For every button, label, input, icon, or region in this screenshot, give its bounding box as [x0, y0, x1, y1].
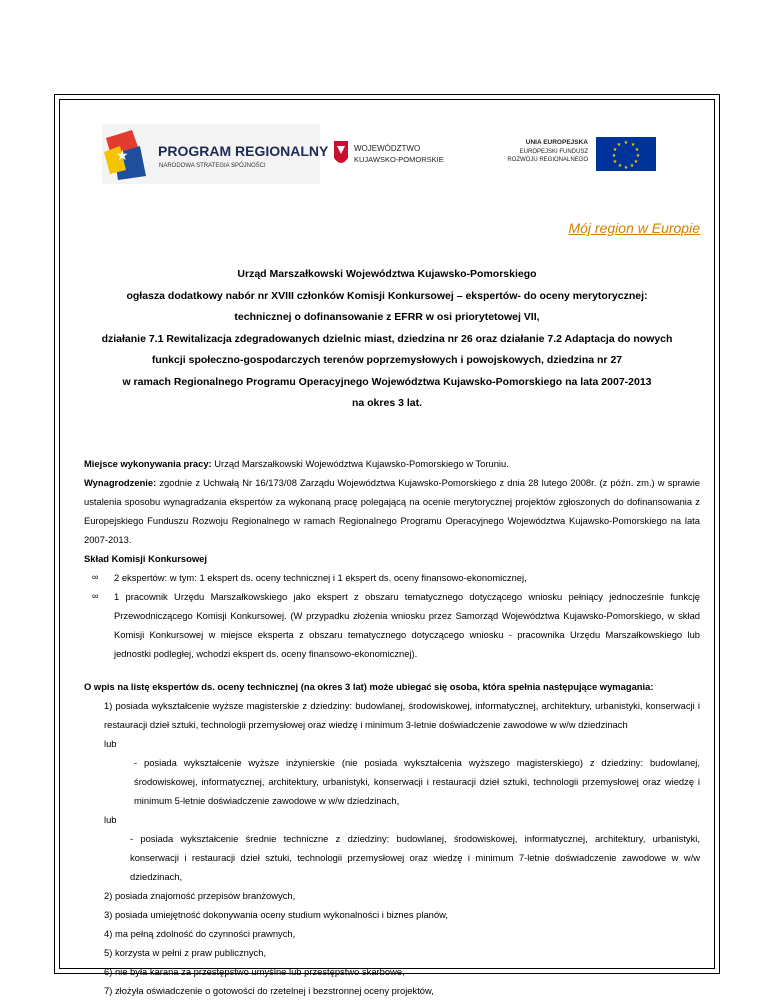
requirement-item: 2) posiada znajomość przepisów branżowych,	[104, 890, 296, 901]
announcement-heading	[60, 264, 714, 415]
eu-logo	[507, 134, 660, 174]
requirement-item: - posiada wykształcenie wyższe inżynierskie (nie posiada wykształcenia wyższego magisterskiego) z dziedziny: budowlanej, środowiskowej, informatycznej, architektury, urbanistyki, konserwacji i restauracji dzieł sztuki, technologii przemysłowej oraz wiedzę i minimum 5-letnie doświadczenie zawodowe w w/w dziedzinach,	[134, 757, 700, 806]
salary-label: Wynagrodzenie:	[84, 477, 157, 488]
place-value: Urząd Marszałkowski Województwa Kujawsko-Pomorskiego w Toruniu.	[211, 458, 509, 469]
list-item-text: 2 ekspertów: w tym: 1 ekspert ds. oceny technicznej i 1 ekspert ds. oceny finansowo-ekonomicznej,	[114, 572, 527, 583]
svg-text:★: ★	[611, 153, 617, 159]
heading-line: w ramach Regionalnego Programu Operacyjnego Województwa Kujawsko-Pomorskiego na lata 2007-2013	[122, 375, 652, 388]
heading-line: Urząd Marszałkowski Województwa Kujawsko-Pomorskiego	[237, 268, 537, 280]
heading-line: funkcji społeczno-gospodarczych terenów poprzemysłowych i powojskowych, dziedzina nr 27	[151, 354, 623, 366]
place-label: Miejsce wykonywania pracy:	[84, 458, 212, 469]
program-title: PROGRAM REGIONALNY	[158, 143, 329, 159]
svg-text:★: ★	[116, 148, 129, 164]
svg-text:★: ★	[623, 165, 629, 171]
or-label: lub	[104, 814, 117, 825]
svg-text:★: ★	[612, 159, 618, 165]
region-link[interactable]: Mój region w Europie	[568, 220, 700, 236]
svg-text:★: ★	[635, 153, 641, 159]
requirement-item: 6) nie była karana za przestępstwo umyślne lub przestępstwo skarbowe,	[104, 966, 405, 977]
eu-line2: EUROPEJSKI FUNDUSZ	[519, 149, 588, 155]
wojewodztwo-line1: WOJEWÓDZTWO	[354, 144, 421, 153]
wojewodztwo-logo	[330, 138, 460, 170]
heading-line: ogłasza dodatkowy nabór nr XVIII członków Komisji Konkursowej – ekspertów- do oceny merytorycznej:	[126, 289, 648, 302]
document-body	[84, 454, 700, 1000]
eu-line3: ROZWOJU REGIONALNEGO	[507, 157, 588, 163]
salary-paragraph	[84, 473, 700, 549]
requirement-item: 7) złożyła oświadczenie o gotowości do rzetelnej i bezstronnej oceny projektów,	[104, 985, 434, 996]
program-subtitle: NARODOWA STRATEGIA SPÓJNOŚCI	[159, 163, 266, 169]
eu-line1: UNIA EUROPEJSKA	[525, 139, 588, 146]
svg-text:★: ★	[633, 159, 639, 165]
list-item-text: 1 pracownik Urzędu Marszałkowskiego jako ekspert z obszaru tematycznego dotyczącego wniosku pełniący jednocześnie funkcję Przewodniczącego Komisji Konkursowej. (W przypadku złożenia wniosku przez Samorząd Województwa Kujawsko-Pomorskiego, w skład Komisji Konkursowej w miejsce eksperta z obszaru tematycznego dotyczącego wniosku - pracownika Urzędu Marszałkowskiego lub jednostki podległej, wchodzi ekspert ds. oceny finansowo-ekonomicznej).	[114, 591, 700, 659]
requirement-item: 1) posiada wykształcenie wyższe magisterskie z dziedziny: budowlanej, środowiskowej, informatycznej, architektury, urbanistyki, konserwacji i restauracji dzieł sztuki, technologii przemysłowej oraz wiedzę i minimum 3-letnie doświadczenie zawodowe w w/w dziedzinach	[104, 700, 700, 730]
svg-text:★: ★	[612, 147, 618, 153]
bullet-icon: ∞	[92, 591, 99, 601]
program-regionalny-logo	[102, 124, 329, 184]
requirement-item: 4) ma pełną zdolność do czynności prawnych,	[104, 928, 296, 939]
heading-line: technicznej o dofinansowanie z EFRR w osi priorytetowej VII,	[234, 311, 540, 323]
list-item	[84, 568, 700, 587]
document-inner-frame	[59, 99, 715, 996]
heading-line: na okres 3 lat.	[351, 397, 423, 409]
svg-text:★: ★	[617, 163, 623, 169]
or-label: lub	[104, 738, 117, 749]
salary-value: zgodnie z Uchwałą Nr 16/173/08 Zarządu Województwa Kujawsko-Pomorskiego z dnia 28 lutego 2008r. (z późn. zm.) w sprawie ustalenia sposobu wynagradzania ekspertów za wykonaną pracę polegającą na ocenie merytorycznej projektów zgłoszonych do dofinansowania z Europejskiego Funduszu Rozwoju Regionalnego w ramach Regionalnego Programu Operacyjnego Województwa Kujawsko-Pomorskiego na lata 2007-2013.	[84, 477, 700, 545]
svg-text:★: ★	[623, 140, 629, 146]
requirements-list	[84, 696, 700, 1000]
requirement-item: 5) korzysta w pełni z praw publicznych,	[104, 947, 267, 958]
list-item	[84, 587, 700, 663]
composition-title: Skład Komisji Konkursowej	[84, 553, 207, 564]
heading-line: działanie 7.1 Rewitalizacja zdegradowanych dzielnic miast, dziedzina nr 26 oraz działanie 7.2 Adaptacja do nowych	[101, 332, 673, 345]
requirement-item: 3) posiada umiejętność dokonywania oceny studium wykonalności i biznes planów,	[104, 909, 448, 920]
svg-text:★: ★	[634, 147, 640, 153]
document-frame	[54, 94, 720, 996]
svg-text:★: ★	[629, 163, 635, 169]
svg-text:★: ★	[630, 142, 636, 148]
svg-text:★: ★	[616, 142, 622, 148]
bullet-icon: ∞	[92, 572, 99, 582]
requirement-item: - posiada wykształcenie średnie techniczne z dziedziny: budowlanej, środowiskowej, informatycznej, architektury, urbanistyki, konserwacji i restauracji dzieł sztuki, technologii przemysłowej oraz wiedzę i minimum 7-letnie doświadczenie zawodowe w w/w dziedzinach,	[130, 833, 700, 882]
place-paragraph	[84, 454, 700, 473]
wojewodztwo-line2: KUJAWSKO-POMORSKIE	[354, 155, 444, 164]
requirements-title: O wpis na listę ekspertów ds. oceny technicznej (na okres 3 lat) może ubiegać się osoba, która spełnia następujące wymagania:	[84, 681, 654, 692]
